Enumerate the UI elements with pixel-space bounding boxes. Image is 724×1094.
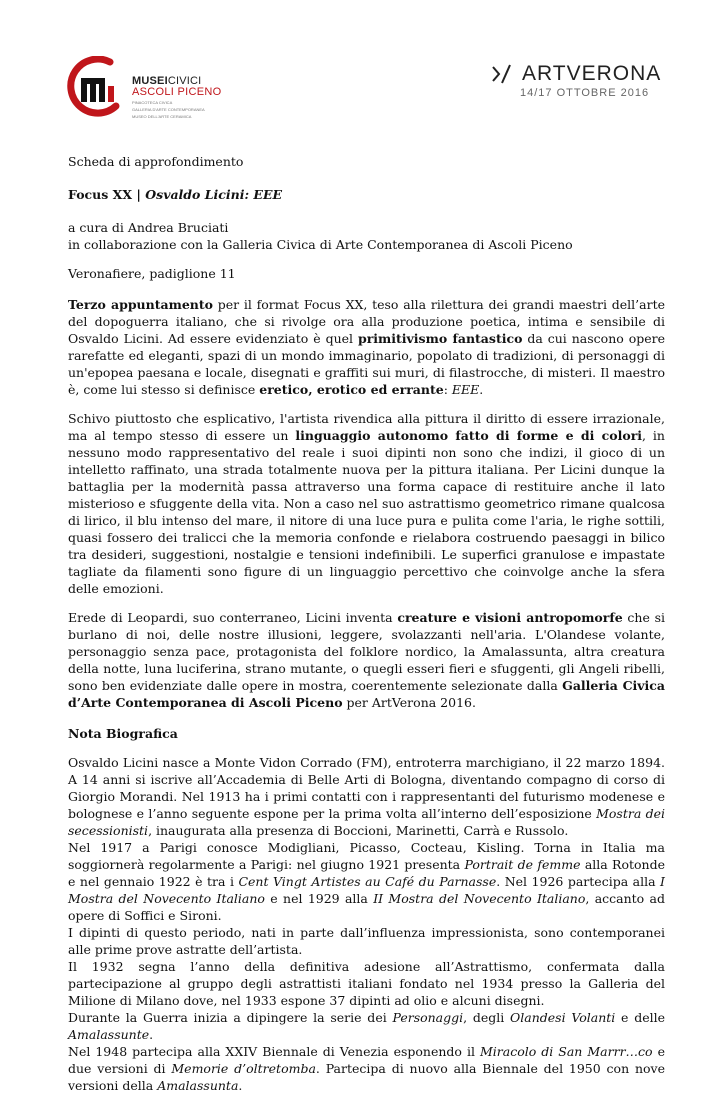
artverona-name: ARTVERONA: [522, 62, 662, 85]
intro-paragraph-3: Erede di Leopardi, suo conterraneo, Licini inventa creature e visioni antropomorfe che si burlano di noi, delle nostre illusioni, leggere, svolazzanti nell'aria. L'Olandese volante, personaggio senza pace, protagonista del folklore nordico, la Amalassunta, altra creatura della notte, luna luciferina, strano mutante, o quegli esseri fieri e sfuggenti, gli Angeli ribelli, sono ben evidenziate dalle opere in mostra, coerentemente selezionate dalla Galleria Civica d’Arte Contemporanea di Ascoli Piceno per ArtVerona 2016.: [68, 610, 666, 710]
intro-paragraph-2: Schivo piuttosto che esplicativo, l'artista rivendica alla pittura il diritto di essere irrazionale, ma al tempo stesso di essere un linguaggio autonomo fatto di forme e di colori, in nessuno modo rappresentativo del reale i suoi dipinti non sono che indizi, il gioco di un intelletto raffinato, una strada totalmente nuova per la pittura italiana. Per Licini dunque la battaglia per la modernità passa attraverso una forma capace di restituire anche il lato misterioso e sfuggente della vita. Non a caso nel suo astrattismo geometrico rimane qualcosa di lirico, il blu intenso del mare, il nitore di una luce pura e pulita come l'aria, le righe sottili, quasi fossero dei tralicci che la memoria confonde e rielabora costruendo paesaggi in bilico tra desideri, suggestioni, nostalgie e tensioni indefinibili. Le superfici granulose e impastate tagliate da filamenti sono figure di un linguaggio percettivo che coinvolge anche la sfera delle emozioni.: [68, 411, 665, 596]
curator-line: a cura di Andrea Bruciati: [68, 220, 229, 235]
artverona-logo: [490, 62, 670, 110]
musei-civici-wordmark: [132, 76, 221, 119]
musei-civici-logo: [66, 56, 222, 120]
collaboration-line: in collaborazione con la Galleria Civica di Arte Contemporanea di Ascoli Piceno: [68, 237, 573, 252]
bio-paragraph-4: Il 1932 segna l’anno della definitiva adesione all’Astrattismo, confermata dalla partecipazione al gruppo degli astrattisti italiani fondato nel 1934 presso la Galleria del Milione di Milano dove, nel 1933 espone 37 dipinti ad olio e alcuni disegni.: [68, 959, 665, 1008]
musei-civici-line1: MUSEICIVICI: [132, 75, 202, 87]
artverona-mark-icon: [490, 63, 520, 85]
venue-line: Veronafiere, padiglione 11: [68, 266, 236, 281]
document-body: [68, 153, 665, 1094]
musei-civici-mark-icon: [66, 56, 128, 120]
bio-paragraph-6: Nel 1948 partecipa alla XXIV Biennale di Venezia esponendo il Miracolo di San Marrr…co e due versioni di Memorie d’oltretomba. Partecipa di nuovo alla Biennale del 1950 con nove versioni della Amalassunta.: [68, 1044, 665, 1093]
bio-paragraph-1: Osvaldo Licini nasce a Monte Vidon Corrado (FM), entroterra marchigiano, il 22 marzo 1894. A 14 anni si iscrive all’Accademia di Belle Arti di Bologna, diventando compagno di corso di Giorgio Morandi. Nel 1913 ha i primi contatti con i rappresentanti del futurismo modenese e bolognese e l’anno seguente espone per la prima volta all’interno dell’esposizione Mostra dei secessionisti, inaugurata alla presenza di Boccioni, Marinetti, Carrà e Russolo.: [68, 755, 666, 838]
bio-paragraph-5: Durante la Guerra inizia a dipingere la serie dei Personaggi, degli Olandesi Volanti e delle Amalassunte.: [68, 1010, 665, 1042]
artverona-dates: 14/17 OTTOBRE 2016: [520, 87, 650, 99]
musei-civici-sub2: GALLERIA D'ARTE CONTEMPORANEA: [132, 107, 205, 112]
musei-civici-city: ASCOLI PICENO: [132, 86, 222, 98]
document-type-label: Scheda di approfondimento: [68, 154, 244, 169]
intro-paragraph-1: Terzo appuntamento per il format Focus XX, teso alla rilettura dei grandi maestri dell’arte del dopoguerra italiano, che si rivolge ora alla produzione poetica, intima e sensibile di Osvaldo Licini. Ad essere evidenziato è quel primitivismo fantastico da cui nascono opere rarefatte ed eleganti, spazi di un mondo immaginario, popolato di tradizioni, di personaggi di un'epopea paesana e locale, disegnati e graffiti sui muri, di filastrocche, di misteri. Il maestro è, come lui stesso si definisce eretico, erotico ed errante: EEE.: [68, 297, 666, 397]
musei-civici-sub3: MUSEO DELL'ARTE CERAMICA: [132, 114, 192, 119]
bio-paragraph-2: Nel 1917 a Parigi conosce Modigliani, Picasso, Cocteau, Kisling. Torna in Italia ma soggiornerà regolarmente a Parigi: nel giugno 1921 presenta Portrait de femme alla Rotonde e nel gennaio 1922 è tra i Cent Vingt Artistes au Café du Parnasse. Nel 1926 partecipa alla I Mostra del Novecento Italiano e nel 1929 alla II Mostra del Novecento Italiano, accanto ad opere di Soffici e Sironi.: [68, 840, 665, 923]
document-title: Focus XX | Osvaldo Licini: EEE: [68, 187, 283, 202]
bio-paragraph-3: I dipinti di questo periodo, nati in parte dall’influenza impressionista, sono contemporanei alle prime prove astratte dell’artista.: [68, 925, 665, 957]
bio-heading: Nota Biografica: [68, 726, 178, 741]
musei-civici-sub1: PINACOTECA CIVICA: [132, 100, 173, 105]
artverona-wordmark-row: [490, 62, 670, 86]
